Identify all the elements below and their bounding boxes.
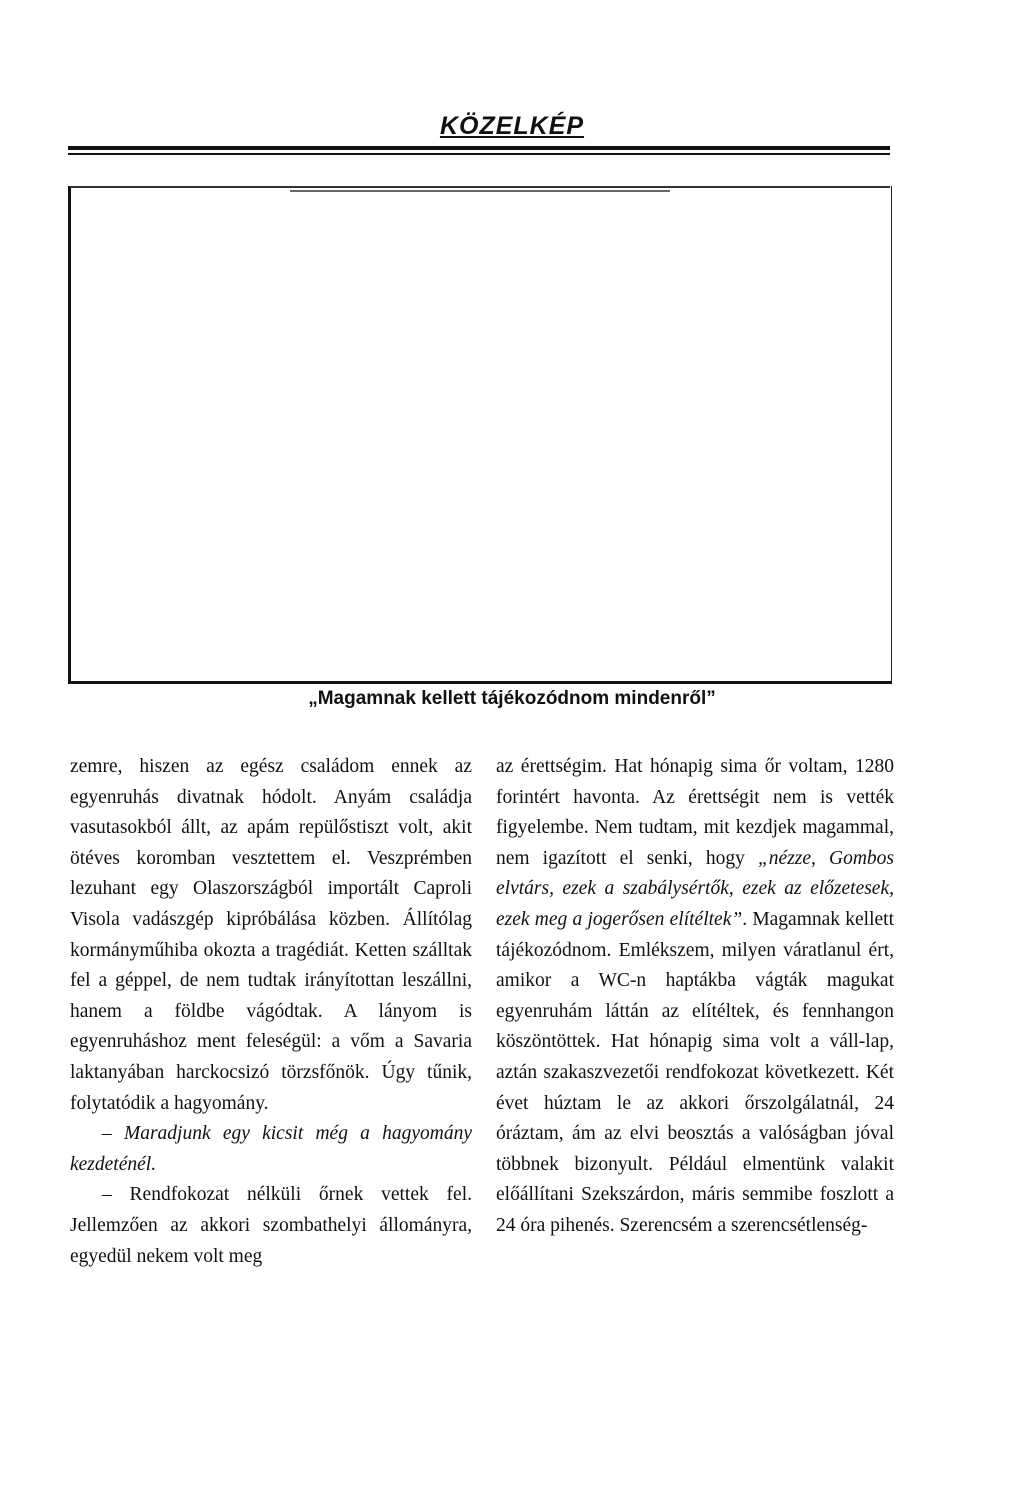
interview-question: – Maradjunk egy kicsit még a hagyomány kezdeténél. (70, 1123, 472, 1175)
article-text: . Magamnak kellett tájékozódnom. Emlékszem, milyen váratlanul ért, amikor a WC-n haptákba vágták magukat egyenruhám láttán az elítéltek, és fennhangon köszöntöttek. Hat hónapig sima volt a váll-lap, aztán szakaszvezetői rendfokozat következett. Két évet húztam le az akkori őrszolgálatnál, 24 óráztam, ám az elvi beosztás a valóságban jóval többnek bizonyult. Például elmentünk valakit előállítani Szekszárdon, máris semmibe foszlott a 24 óra pihenés. Szerencsém a szerencsétlenség- (496, 908, 895, 1236)
photo-caption: „Magamnak kellett tájékozódnom mindenről” (308, 688, 716, 709)
header-rule-thick (68, 146, 890, 150)
article-column-left (70, 752, 472, 1272)
quoted-speech: „nézze, Gombos elvtárs, ezek a szabálysértők, ezek az előzetesek, ezek meg a jogerősen elítéltek” (496, 847, 894, 930)
article-text: az érettségim. Hat hónapig sima őr voltam, 1280 forintért havonta. Az érettségit nem is vették figyelembe. Nem tudtam, mit kezdjek magammal, nem igazított el senki, hogy (496, 756, 894, 869)
photo-frame (68, 186, 892, 684)
article-paragraph: – Rendfokozat nélküli őrnek vettek fel. Jellemzően az akkori szombathelyi állományra, egyedül nekem volt meg (70, 1184, 472, 1267)
page-header: KÖZELKÉP (439, 112, 585, 140)
photo-top-edge-inner (290, 190, 670, 192)
article-paragraph: zemre, hiszen az egész családom ennek az egyenruhás divatnak hódolt. Anyám családja vasutasokból állt, az apám repülőstiszt volt, akit ötéves koromban vesztettem el. Veszprémben lezuhant egy Olaszországból importált Caproli Visola vadászgép kipróbálása közben. Állítólag kormányműhiba okozta a tragédiát. Ketten szálltak fel a géppel, de nem tudtak irányítottan leszállni, hanem a földbe vágódtak. A lányom is egyenruháshoz ment feleségül: a vőm a Savaria laktanyában harckocsizó törzsfőnök. Úgy tűnik, folytatódik a hagyomány. (70, 756, 472, 1114)
article-column-right (496, 752, 894, 1242)
photo-top-edge (70, 186, 890, 188)
header-rule-thin (68, 153, 890, 155)
article-paragraph (496, 752, 894, 1242)
